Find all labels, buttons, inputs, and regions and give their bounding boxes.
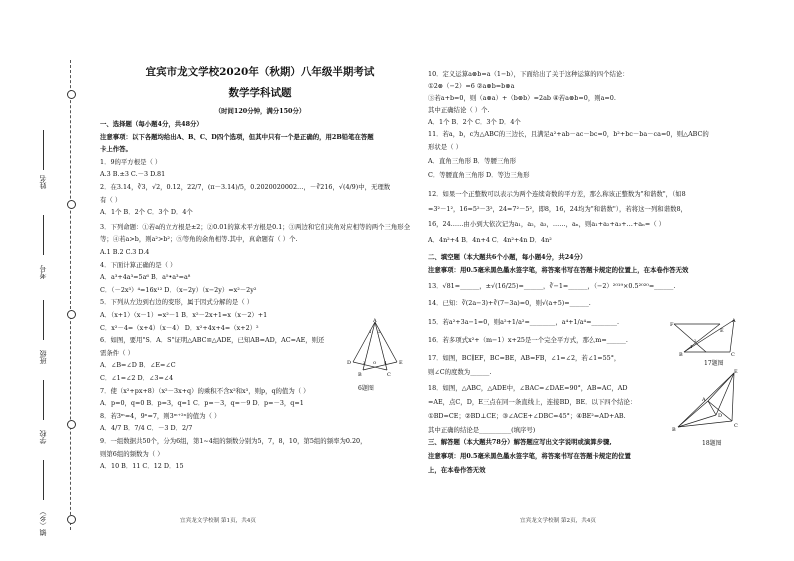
footer-left: 宜宾龙文学校制 第1页，共4页 [180,518,257,524]
left-line: 有（ ） [100,195,122,204]
school-label: 学校 [39,430,47,444]
fig18-label-a: A [702,397,706,403]
right-line: 其中正确结论（ ）个. [428,106,490,114]
right-line: 10．定义运算a⊗b=a（1−b），下面给出了关于这种运算的四个结论： [428,70,629,78]
right-line: A．直角三角形 B．等腰三角形 [428,157,517,165]
fig6-label-2: 2 [378,329,381,334]
right-line: 11．若a，b，c为△ABC的三边长，且满足a²+ab－ac－bc=0，b²+bc－ba－ca=0，则△ABC的 [428,130,709,138]
fig17-label-b: B [679,352,683,356]
binding-hole [67,90,76,99]
right-line: =AE，点C，D，E三点在同一条直线上，连接BD，BE．以下四个结论： [428,398,637,406]
right-line: 形状是（ ） [428,143,462,151]
figure-17 [670,318,740,356]
left-line: 7．使（x²+px+8）（x²－3x+q）的乘积不含x²和x³，则p，q的值为（ ） [100,386,310,395]
town-field[interactable] [43,460,44,500]
fig17-label-2: 2 [694,338,697,343]
right-line: ①BD=CE；②BD⊥CE；③∠ACE+∠DBC=45°；④BE²=AD+AB. [428,412,626,420]
right-line: 上，在本卷作答无效 [428,466,486,474]
fig6-label-4: 4 [384,360,387,365]
left-line: 5．下列从左边到右边的变形，属于因式分解的是（ ） [100,298,254,307]
left-line: 注意事项：以下各题均给出A、B、C、D四个选项，但其中只有一个是正确的，用2B铅笔在答题 [100,132,374,141]
right-line: ①2⊗（−2）=6 ②a⊗b=b⊗a [428,82,515,90]
name-field[interactable] [43,130,44,170]
exam-subtitle: 数学学科试题 [228,87,292,99]
fig18-caption: 18题图 [702,440,722,447]
fig6-label-a: A [373,318,377,324]
right-line: 16，24……由小到大依次记为a₁，a₂，a₃，……，aₙ，则a₁+a₂+a₃+…+aₙ=（ ） [428,220,666,228]
name-label: 姓名 [39,175,47,189]
fig6-label-o: O [373,360,377,365]
class-field[interactable] [43,300,44,340]
right-line: 12．如果一个正整数可以表示为两个连续奇数的平方差，那么称该正整数为"和谐数"，（如8 [428,190,686,198]
right-line: 二、填空题（本大题共6个小题，每小题4分，共24分） [428,253,587,261]
left-line: 等；④若a>b，则a²>b²；⑤等角的余角相等.其中，真命题有（ ）个. [100,235,298,244]
left-line: 8．若3ᵐ=4，9ⁿ=7，则3ᵐ⁺²ⁿ的值为（ ） [100,411,221,420]
left-line: C．∠1=∠2 D．∠3=∠4 [100,374,174,382]
figure-6 [345,318,405,380]
left-line: A.1 B.2 C.3 D.4 [100,248,150,256]
exam-info: （时间120分钟，满分150分） [214,107,306,115]
left-line: A．10 B．11 C．12 D．15 [100,462,184,471]
fig6-label-b: B [358,372,362,378]
exam-number-field[interactable] [43,215,44,255]
fig17-label-a: A [732,318,736,324]
exam-number-label: 考号 [39,265,47,279]
fig17-label-f: F [670,322,674,328]
exam-title: 宜宾市龙文学校2020年（秋期）八年级半期考试 [145,66,375,78]
fig18-label-c: C [734,423,738,429]
fig18-label-e: E [734,369,738,375]
class-label: 班级 [39,350,47,364]
left-line: 9．一组数据共50个，分为6组，第1~4组的频数分别为5，7，8，10，第5组的频率为0.20， [100,437,367,445]
figure-18 [672,365,744,435]
fig17-caption: 17题图 [704,360,724,367]
fig18-label-b: B [672,427,676,433]
binding-hole [67,310,76,319]
left-line: A．4/7 B．7/4 C．－3 D．2/7 [100,424,193,433]
town-label: 镇（乡） [39,508,47,536]
right-line: 15．若a²+3a−1=0，则a²+1/a²=________，a⁴+1/a⁴=________. [428,318,620,326]
left-line: 则第6组的频数为（ ） [100,449,164,458]
right-line: 16．若多项式x²+（m−1）x+25是一个完全平方式，那么m=______. [428,336,628,344]
right-line: =3²－1²，16=5²－3²，24=7²－5²，即8，16，24均为"和谐数"），若将这一列和谐数8， [428,205,687,213]
right-line: ③若a+b=0，则（a⊗a）+（b⊗b）=2ab ④若a⊗b=0，则a=0. [428,94,616,102]
left-line: A．p=0，q=0 B．p=3，q=1 C．p=－3，q=－9 D．p=－3，q=1 [100,399,304,408]
left-line: A．（x+1）（x－1）=x²－1 B．x²－2x+1=x（x－2）+1 [100,311,268,319]
right-line: 17．如图，BC∥EF，BC=BE，AB=FB，∠1=∠2，若∠1=55°， [428,354,621,362]
school-field[interactable] [43,380,44,420]
fig17-label-c: C [731,352,735,356]
binding-strip [30,60,90,540]
left-line: 4．下面计算正确的是（ ） [100,260,177,269]
left-line: A.3 B.±3 C.－3 D.81 [100,170,166,179]
fig6-label-3: 3 [363,360,366,365]
right-line: 三、解答题（本大题共78分）解答题应写出文字说明或演算步骤, [428,438,612,446]
left-line: 3．下列命题：①若a的立方根是±2；②0.01的算术平方根是0.1；③两边和它们夹角对应相等的两个三角形全 [100,222,411,231]
left-line: 卡上作答。 [100,145,132,154]
right-line: A．1个 B．2个 C．3个 D．4个 [428,118,521,126]
left-line: C．x²－4=（x+4）（x－4） D．x²+4x+4=（x+2）² [100,323,259,332]
right-line: 18．如图，△ABC，△ADE中，∠BAC=∠DAE=90°，AB=AC，AD [428,384,628,392]
binding-hole [67,515,76,524]
cut-line [70,60,71,530]
footer-right: 宜宾龙文学校制 第2页，共4页 [520,518,597,524]
right-line: 13．√81=______，±√(16/25)=______，∛−1=______，（−2）²⁰¹⁹×0.5²⁰²⁰=______. [428,282,676,290]
fig6-label-e: E [399,360,403,366]
fig6-label-d: D [347,360,352,366]
fig6-caption: 6题图 [358,385,374,392]
right-line: 其中正确的结论是__________(填序号) [428,426,536,434]
left-line: 1．9的平方根是（ ） [100,157,162,166]
fig17-label-1: 1 [690,344,693,349]
fig18-label-d: D [718,413,723,419]
left-line: A．a³+4a³=5a⁶ B．a⁵•a³=a⁸ [100,273,191,282]
left-line: 需条件（ ） [100,348,134,357]
left-line: C．（－2x³）⁴=16x¹² D．（x−2y）（x−2y）=x²－2y² [100,285,257,294]
left-line: 6．如图，要用"S．A．S"证明△ABC≌△ADE，已知AB=AD，AC=AE，则还 [100,336,325,345]
right-line: 则∠C的度数为______. [428,368,492,376]
right-line: A．4n²+4 B．4n+4 C．4n²+4n D．4n² [428,236,552,244]
left-line: A．∠B=∠D B．∠E=∠C [100,361,176,370]
binding-hole [67,200,76,209]
fig6-label-c: C [387,372,391,378]
left-line: 一、选择题（每小题4分，共48分） [100,120,203,128]
left-line: 2．在3.14，∛3，√2，0.12，22/7，(π－3.14)/5，0.2020020002…，－∛216，√(4/9)中，无理数 [100,183,391,191]
fig6-label-1: 1 [369,329,372,334]
right-line: C．等腰直角三角形 D．等边三角形 [428,171,530,179]
left-line: A．1个 B．2个 C．3个 D．4个 [100,208,193,217]
right-line: 注意事项：用0.5毫米黑色墨水签字笔，将答案书写在答题卡规定的位置 [428,452,631,460]
right-line: 注意事项：用0.5毫米黑色墨水签字笔，将答案书写在答题卡规定的位置上，在本卷作答无效 [428,266,689,274]
fig17-label-e: E [720,328,724,334]
right-line: 14．已知：∛(2a−3)+∛(7−3a)=0，则√(a+5)=______. [428,299,591,307]
binding-hole [67,420,76,429]
